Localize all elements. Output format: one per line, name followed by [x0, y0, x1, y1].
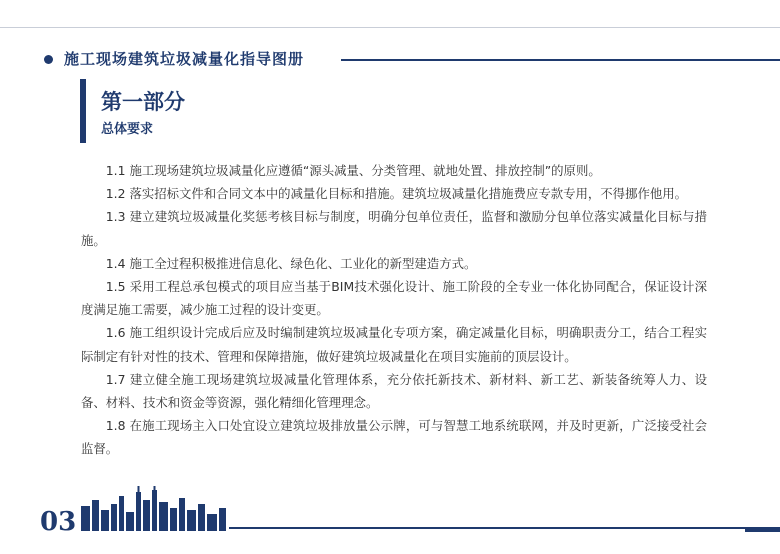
paragraph: 1.3 建立建筑垃圾减量化奖惩考核目标与制度，明确分包单位责任，监督和激励分包单位落实减量化目标与措施。	[81, 209, 707, 248]
paragraph: 1.6 施工组织设计完成后应及时编制建筑垃圾减量化专项方案，确定减量化目标，明确职责分工，结合工程实际制定有针对性的技术、管理和保障措施，做好建筑垃圾减量化在项目实施前的顶层设计。	[81, 325, 707, 364]
paragraph: 1.1 施工现场建筑垃圾减量化应遵循“源头减量、分类管理、就地处置、排放控制”的原则。	[105, 163, 601, 178]
paragraph: 1.8 在施工现场主入口处宜设立建筑垃圾排放量公示牌，可与智慧工地系统联网，并及时更新，广泛接受社会监督。	[81, 418, 707, 457]
page-number: 03	[40, 507, 77, 537]
header-bullet-icon	[44, 55, 53, 64]
section-subtitle: 总体要求	[101, 122, 154, 137]
paragraph: 1.7 建立健全施工现场建筑垃圾减量化管理体系，充分依托新技术、新材料、新工艺、新装备统筹人力、设备、材料、技术和资金等资源，强化精细化管理理念。	[81, 371, 707, 411]
section-title: 第一部分	[101, 89, 185, 114]
city-skyline-icon	[81, 486, 231, 531]
paragraph: 1.2 落实招标文件和合同文本中的减量化目标和措施。建筑垃圾减量化措施费应专款专用，不得挪作他用。	[105, 186, 688, 202]
footer-accent	[745, 527, 780, 532]
top-divider	[0, 27, 780, 28]
footer-rule	[229, 527, 745, 529]
body-text	[81, 159, 707, 461]
section-accent-bar	[80, 79, 86, 143]
header-rule	[341, 59, 780, 61]
header-title: 施工现场建筑垃圾减量化指导图册	[64, 50, 305, 68]
paragraph: 1.4 施工全过程积极推进信息化、绿色化、工业化的新型建造方式。	[105, 255, 477, 271]
paragraph: 1.5 采用工程总承包模式的项目应当基于BIM技术强化设计、施工阶段的全专业一体化协同配合，保证设计深度满足施工需要，减少施工过程的设计变更。	[81, 279, 707, 318]
